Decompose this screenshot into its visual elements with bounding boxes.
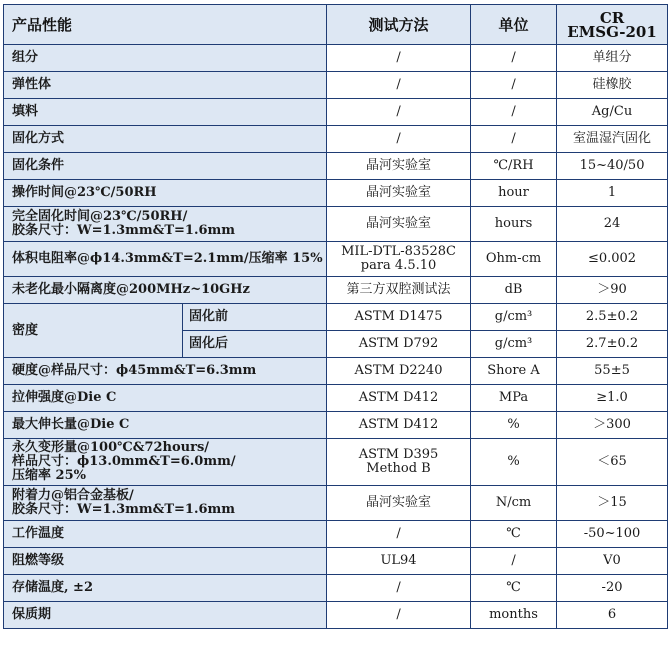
value-cell: 室温湿汽固化 [557,126,668,153]
method-cell [327,242,471,277]
property-cell: 密度 [4,304,183,358]
unit-cell: % [471,412,557,439]
table-row [4,548,668,575]
value-cell: 55±5 [557,358,668,385]
table-row [4,242,668,277]
method-cell: / [327,521,471,548]
method-line: Method B [366,461,431,476]
property-cell: 拉伸强度@Die C [4,385,327,412]
method-cell: 晶河实验室 [327,153,471,180]
table-row [4,126,668,153]
property-cell [4,486,327,521]
property-cell: 组分 [4,45,327,72]
table-row [4,486,668,521]
spec-sheet [3,4,667,667]
property-cell: 体积电阻率@ϕ14.3mm&T=2.1mm/压缩率 15% [4,242,327,277]
method-cell: / [327,99,471,126]
table-row [4,439,668,486]
unit-cell: MPa [471,385,557,412]
value-cell: -20 [557,575,668,602]
unit-cell: / [471,99,557,126]
method-cell: 晶河实验室 [327,486,471,521]
property-cell: 阻燃等级 [4,548,327,575]
method-cell: 第三方双腔测试法 [327,277,471,304]
unit-cell: N/cm [471,486,557,521]
unit-cell: ℃ [471,575,557,602]
unit-cell: dB [471,277,557,304]
property-cell: 未老化最小隔离度@200MHz~10GHz [4,277,327,304]
property-line: 永久变形量@100℃&72hours/ [12,440,210,455]
property-cell [4,439,327,486]
unit-cell: hours [471,207,557,242]
header-product-line2: EMSG-201 [567,22,657,41]
table-row [4,153,668,180]
property-line: 附着力@铝合金基板/ [12,488,134,503]
table-row [4,412,668,439]
unit-cell: g/cm³ [471,331,557,358]
unit-cell: / [471,72,557,99]
method-cell: / [327,45,471,72]
unit-cell: Ohm-cm [471,242,557,277]
value-cell: 24 [557,207,668,242]
table-row [4,277,668,304]
property-cell: 固化条件 [4,153,327,180]
value-cell: Ag/Cu [557,99,668,126]
unit-cell: ℃/RH [471,153,557,180]
property-cell: 最大伸长量@Die C [4,412,327,439]
value-cell: -50~100 [557,521,668,548]
method-cell: ASTM D412 [327,412,471,439]
property-line: 样品尺寸：ϕ13.0mm&T=6.0mm/ [12,454,236,469]
value-cell: ≤0.002 [557,242,668,277]
header-product [557,5,668,45]
table-row [4,99,668,126]
method-line: para 4.5.10 [360,258,437,273]
property-cell [4,207,327,242]
value-cell: ＞300 [557,412,668,439]
property-line: 压缩率 25% [12,468,86,483]
unit-cell: g/cm³ [471,304,557,331]
method-line: MIL-DTL-83528C [341,244,456,259]
properties-table [3,4,668,629]
value-cell: 单组分 [557,45,668,72]
unit-cell: / [471,126,557,153]
property-line: 胶条尺寸：W=1.3mm&T=1.6mm [12,502,236,517]
property-cell: 操作时间@23℃/50RH [4,180,327,207]
table-row [4,521,668,548]
table-row [4,72,668,99]
value-cell: 1 [557,180,668,207]
method-cell: / [327,575,471,602]
value-cell: 15~40/50 [557,153,668,180]
header-row [4,5,668,45]
property-cell: 工作温度 [4,521,327,548]
header-property: 产品性能 [4,5,327,45]
table-row [4,304,668,331]
method-cell: UL94 [327,548,471,575]
value-cell: ＜65 [557,439,668,486]
value-cell: 硅橡胶 [557,72,668,99]
value-cell: V0 [557,548,668,575]
property-cell: 填料 [4,99,327,126]
method-cell: / [327,602,471,629]
property-line: 完全固化时间@23℃/50RH/ [12,209,188,224]
table-row [4,180,668,207]
header-method: 测试方法 [327,5,471,45]
method-cell: ASTM D2240 [327,358,471,385]
value-cell: ＞15 [557,486,668,521]
method-cell: / [327,72,471,99]
property-cell: 保质期 [4,602,327,629]
table-row [4,207,668,242]
method-cell: ASTM D412 [327,385,471,412]
property-cell: 固化方式 [4,126,327,153]
subproperty-cell: 固化前 [183,304,327,331]
method-cell: 晶河实验室 [327,180,471,207]
value-cell: ＞90 [557,277,668,304]
unit-cell: % [471,439,557,486]
unit-cell: / [471,45,557,72]
property-cell: 存储温度, ±2 [4,575,327,602]
property-line: 胶条尺寸：W=1.3mm&T=1.6mm [12,223,236,238]
value-cell: 6 [557,602,668,629]
value-cell: 2.7±0.2 [557,331,668,358]
property-cell: 弹性体 [4,72,327,99]
subproperty-cell: 固化后 [183,331,327,358]
value-cell: ≥1.0 [557,385,668,412]
header-product-line1: CR [599,8,625,27]
table-row [4,602,668,629]
header-unit: 单位 [471,5,557,45]
table-row [4,575,668,602]
unit-cell: ℃ [471,521,557,548]
method-cell: / [327,126,471,153]
unit-cell: months [471,602,557,629]
property-cell: 硬度@样品尺寸：ϕ45mm&T=6.3mm [4,358,327,385]
unit-cell: hour [471,180,557,207]
method-line: ASTM D395 [358,447,439,462]
value-cell: 2.5±0.2 [557,304,668,331]
table-row [4,45,668,72]
method-cell: 晶河实验室 [327,207,471,242]
table-row [4,385,668,412]
method-cell: ASTM D1475 [327,304,471,331]
table-row [4,358,668,385]
unit-cell: Shore A [471,358,557,385]
unit-cell: / [471,548,557,575]
method-cell: ASTM D792 [327,331,471,358]
method-cell [327,439,471,486]
